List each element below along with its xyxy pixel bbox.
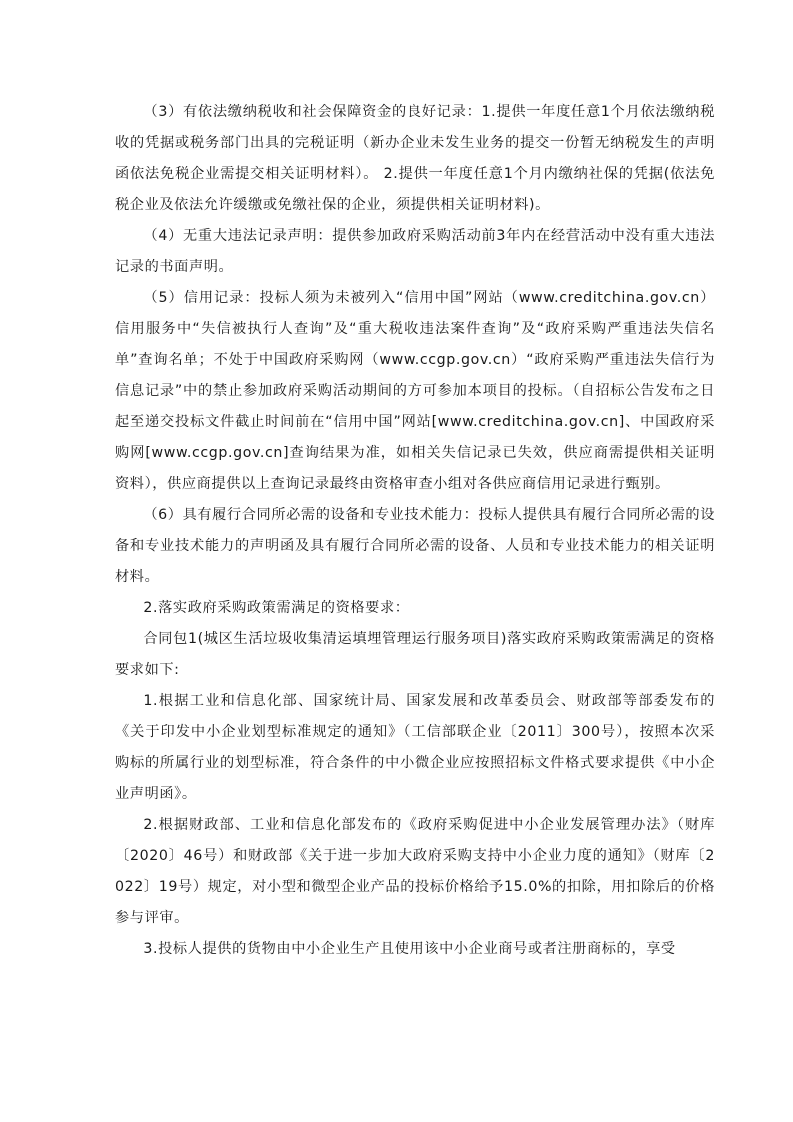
paragraph-policy-heading: 2.落实政府采购政策需满足的资格要求： (143, 600, 410, 616)
paragraph-no-violation-statement: （4）无重大违法记录声明：提供参加政府采购活动前3年内在经营活动中没有重大违法记录的书面声明。 (115, 228, 715, 275)
paragraph-equipment-capability: （6）具有履行合同所必需的设备和专业技术能力：投标人提供具有履行合同所必需的设备和专业技术能力的声明函及具有履行合同所必需的设备、人员和专业技术能力的相关证明材料。 (115, 507, 715, 585)
document-body (115, 97, 715, 965)
paragraph-goods-trademark: 3.投标人提供的货物由中小企业生产且使用该中小企业商号或者注册商标的，享受 (143, 941, 676, 957)
paragraph-tax-social-security: （3）有依法缴纳税收和社会保障资金的良好记录：1.提供一年度任意1个月依法缴纳税收的凭据或税务部门出具的完税证明（新办企业未发生业务的提交一份暂无纳税发生的声明函依法免税企业需提交相关证明材料）。 2.提供一年度任意1个月内缴纳社保的凭据(依法免税企业及依法允许缓缴或免缴社保的企业，须提供相关证明材料)。 (115, 104, 715, 213)
paragraph-sme-classification: 1.根据工业和信息化部、国家统计局、国家发展和改革委员会、财政部等部委发布的《关于印发中小企业划型标准规定的通知》（工信部联企业〔2011〕300号），按照本次采购标的所属行业的划型标准，符合条件的中小微企业应按照招标文件格式要求提供《中小企业声明函》。 (115, 693, 715, 802)
paragraph-contract-package: 合同包1(城区生活垃圾收集清运填埋管理运行服务项目)落实政府采购政策需满足的资格要求如下: (115, 631, 715, 678)
paragraph-price-deduction: 2.根据财政部、工业和信息化部发布的《政府采购促进中小企业发展管理办法》（财库〔2020〕46号）和财政部《关于进一步加大政府采购支持中小企业力度的通知》（财库〔2022〕19号）规定，对小型和微型企业产品的投标价格给予15.0%的扣除，用扣除后的价格参与评审。 (115, 817, 715, 926)
paragraph-credit-record: （5）信用记录：投标人须为未被列入“信用中国”网站（www.creditchina.gov.cn）信用服务中“失信被执行人查询”及“重大税收违法案件查询”及“政府采购严重违法失信名单”查询名单；不处于中国政府采购网（www.ccgp.gov.cn）“政府采购严重违法失信行为信息记录”中的禁止参加政府采购活动期间的方可参加本项目的投标。（自招标公告发布之日起至递交投标文件截止时间前在“信用中国”网站[www.creditchina.gov.cn]、中国政府采购网[www.ccgp.gov.cn]查询结果为准，如相关失信记录已失效，供应商需提供相关证明资料），供应商提供以上查询记录最终由资格审查小组对各供应商信用记录进行甄别。 (115, 290, 715, 492)
